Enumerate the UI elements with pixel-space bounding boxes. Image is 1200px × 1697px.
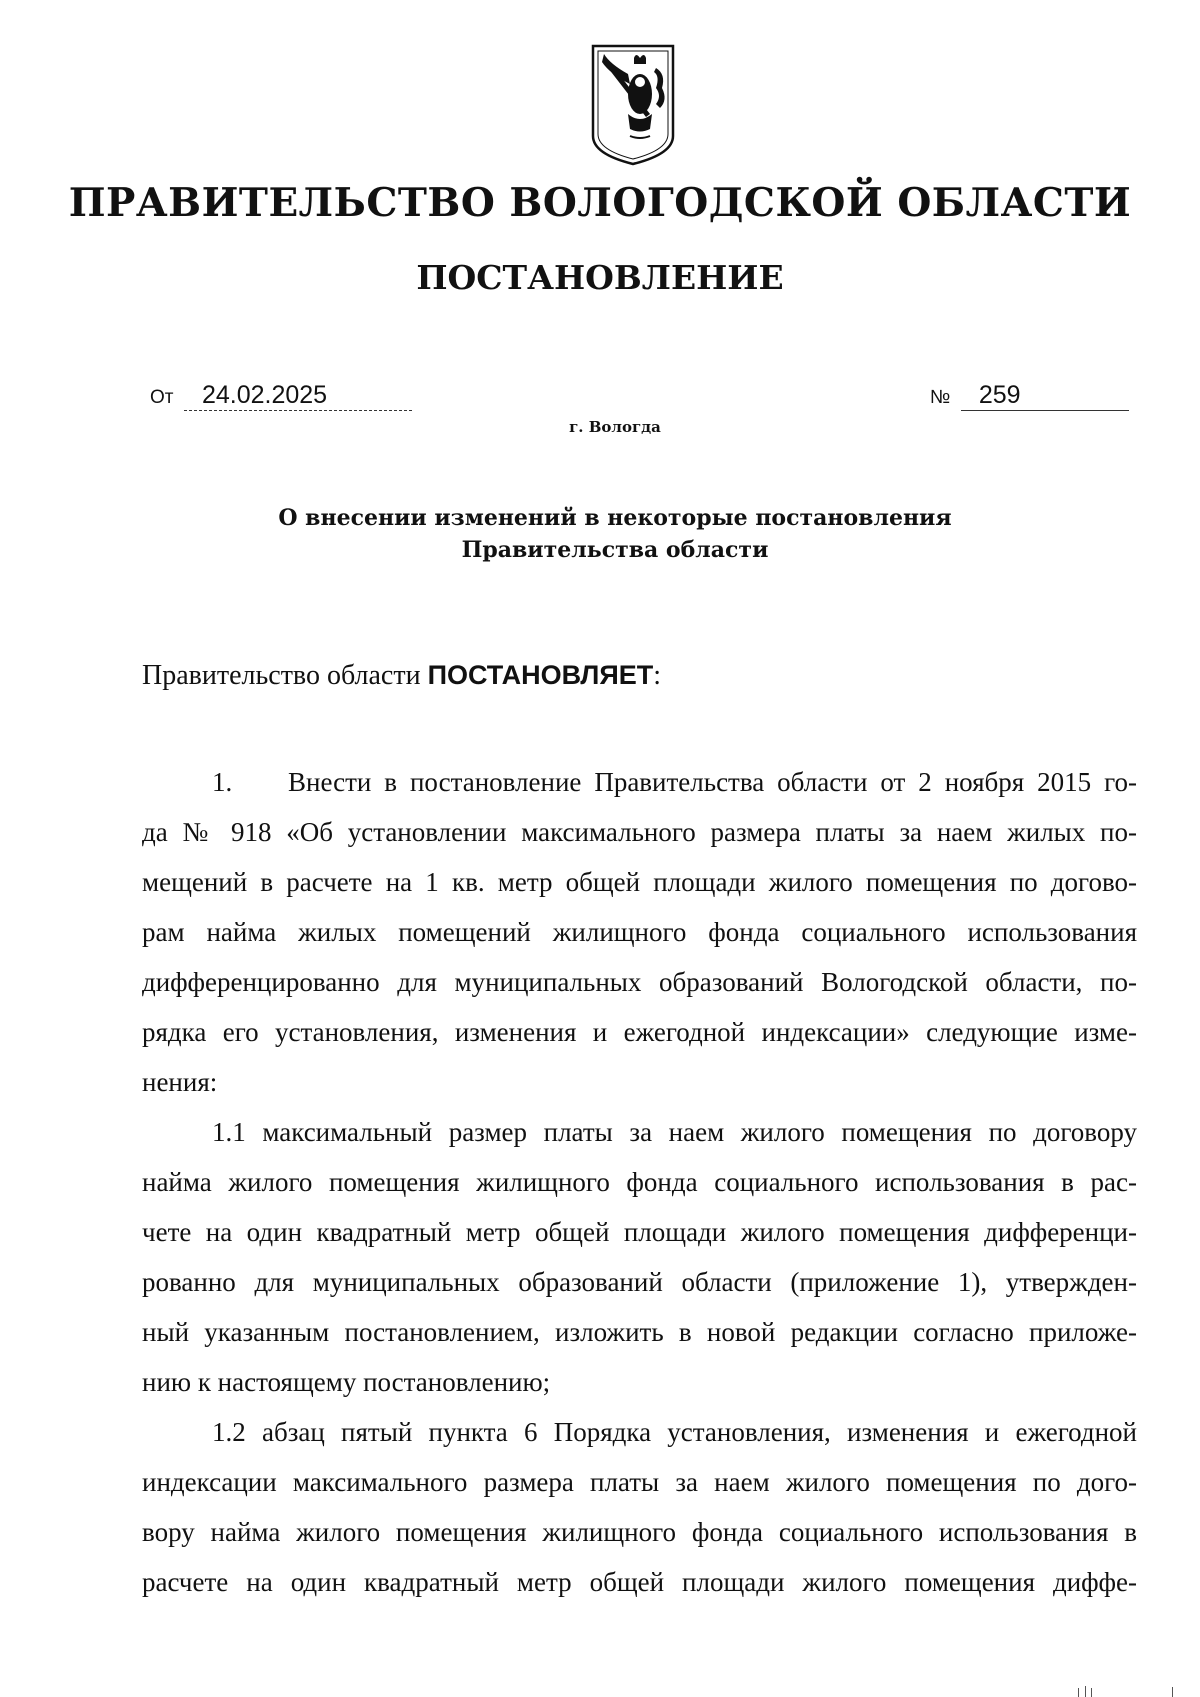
government-name: ПРАВИТЕЛЬСТВО ВОЛОГОДСКОЙ ОБЛАСТИ [68, 180, 1132, 226]
number-field [930, 380, 1129, 411]
city: г. Вологда [569, 418, 661, 436]
body-line: мещений в расчете на 1 кв. метр общей площади жилого помещения по догово- [142, 867, 1137, 897]
body-line: найма жилого помещения жилищного фонда социального использования в рас- [142, 1167, 1137, 1197]
body-line: 1.1 максимальный размер платы за наем жилого помещения по договору [212, 1117, 1137, 1147]
body-line: нию к настоящему постановлению; [142, 1367, 551, 1397]
preamble-text: Правительство области [142, 660, 428, 691]
body-line: 1.2 абзац пятый пункта 6 Порядка установления, изменения и ежегодной [212, 1417, 1137, 1447]
date-field [150, 380, 412, 411]
document-title-line: Правительства области [461, 537, 769, 563]
date-prefix: От [150, 387, 174, 408]
scan-mark [1085, 1686, 1086, 1697]
number-prefix: № [930, 387, 951, 408]
body-line: индексации максимального размера платы за наем жилого помещения по дого- [142, 1467, 1137, 1497]
body-line: чете на один квадратный метр общей площади жилого помещения дифференци- [142, 1217, 1137, 1247]
document-title [0, 502, 1200, 566]
item-number: 1. [212, 767, 233, 797]
preamble-emphasis: ПОСТАНОВЛЯЕТ [427, 660, 654, 690]
scan-mark [1172, 1687, 1173, 1697]
scan-mark [1091, 1688, 1092, 1697]
scan-mark [1078, 1688, 1079, 1697]
body-line: дифференцированно для муниципальных образований Вологодской области, по- [142, 967, 1137, 997]
body-line: да № 918 «Об установлении максимального размера платы за наем жилых по- [142, 817, 1137, 847]
body-line: нения: [142, 1067, 218, 1097]
document-body [142, 757, 1137, 1607]
body-line: 1. Внести в постановление Правительства области от 2 ноября 2015 го- [142, 757, 1137, 807]
document-number: 259 [961, 380, 1129, 411]
body-line: рам найма жилых помещений жилищного фонда социального использования [142, 917, 1137, 947]
document-type: ПОСТАНОВЛЕНИЕ [416, 258, 784, 297]
body-line: расчете на один квадратный метр общей площади жилого помещения диффе- [142, 1567, 1137, 1597]
body-line: рованно для муниципальных образований области (приложение 1), утвержден- [142, 1267, 1137, 1297]
body-line: рядка его установления, изменения и ежегодной индексации» следующие изме- [142, 1017, 1137, 1047]
body-line: ный указанным постановлением, изложить в новой редакции согласно приложе- [142, 1317, 1137, 1347]
preamble [142, 660, 661, 692]
document-date: 24.02.2025 [184, 380, 412, 411]
coat-of-arms-emblem [590, 44, 676, 166]
preamble-colon: : [653, 660, 662, 691]
document-title-line: О внесении изменений в некоторые постановления [278, 505, 952, 531]
body-line: вору найма жилого помещения жилищного фонда социального использования в [142, 1517, 1137, 1547]
